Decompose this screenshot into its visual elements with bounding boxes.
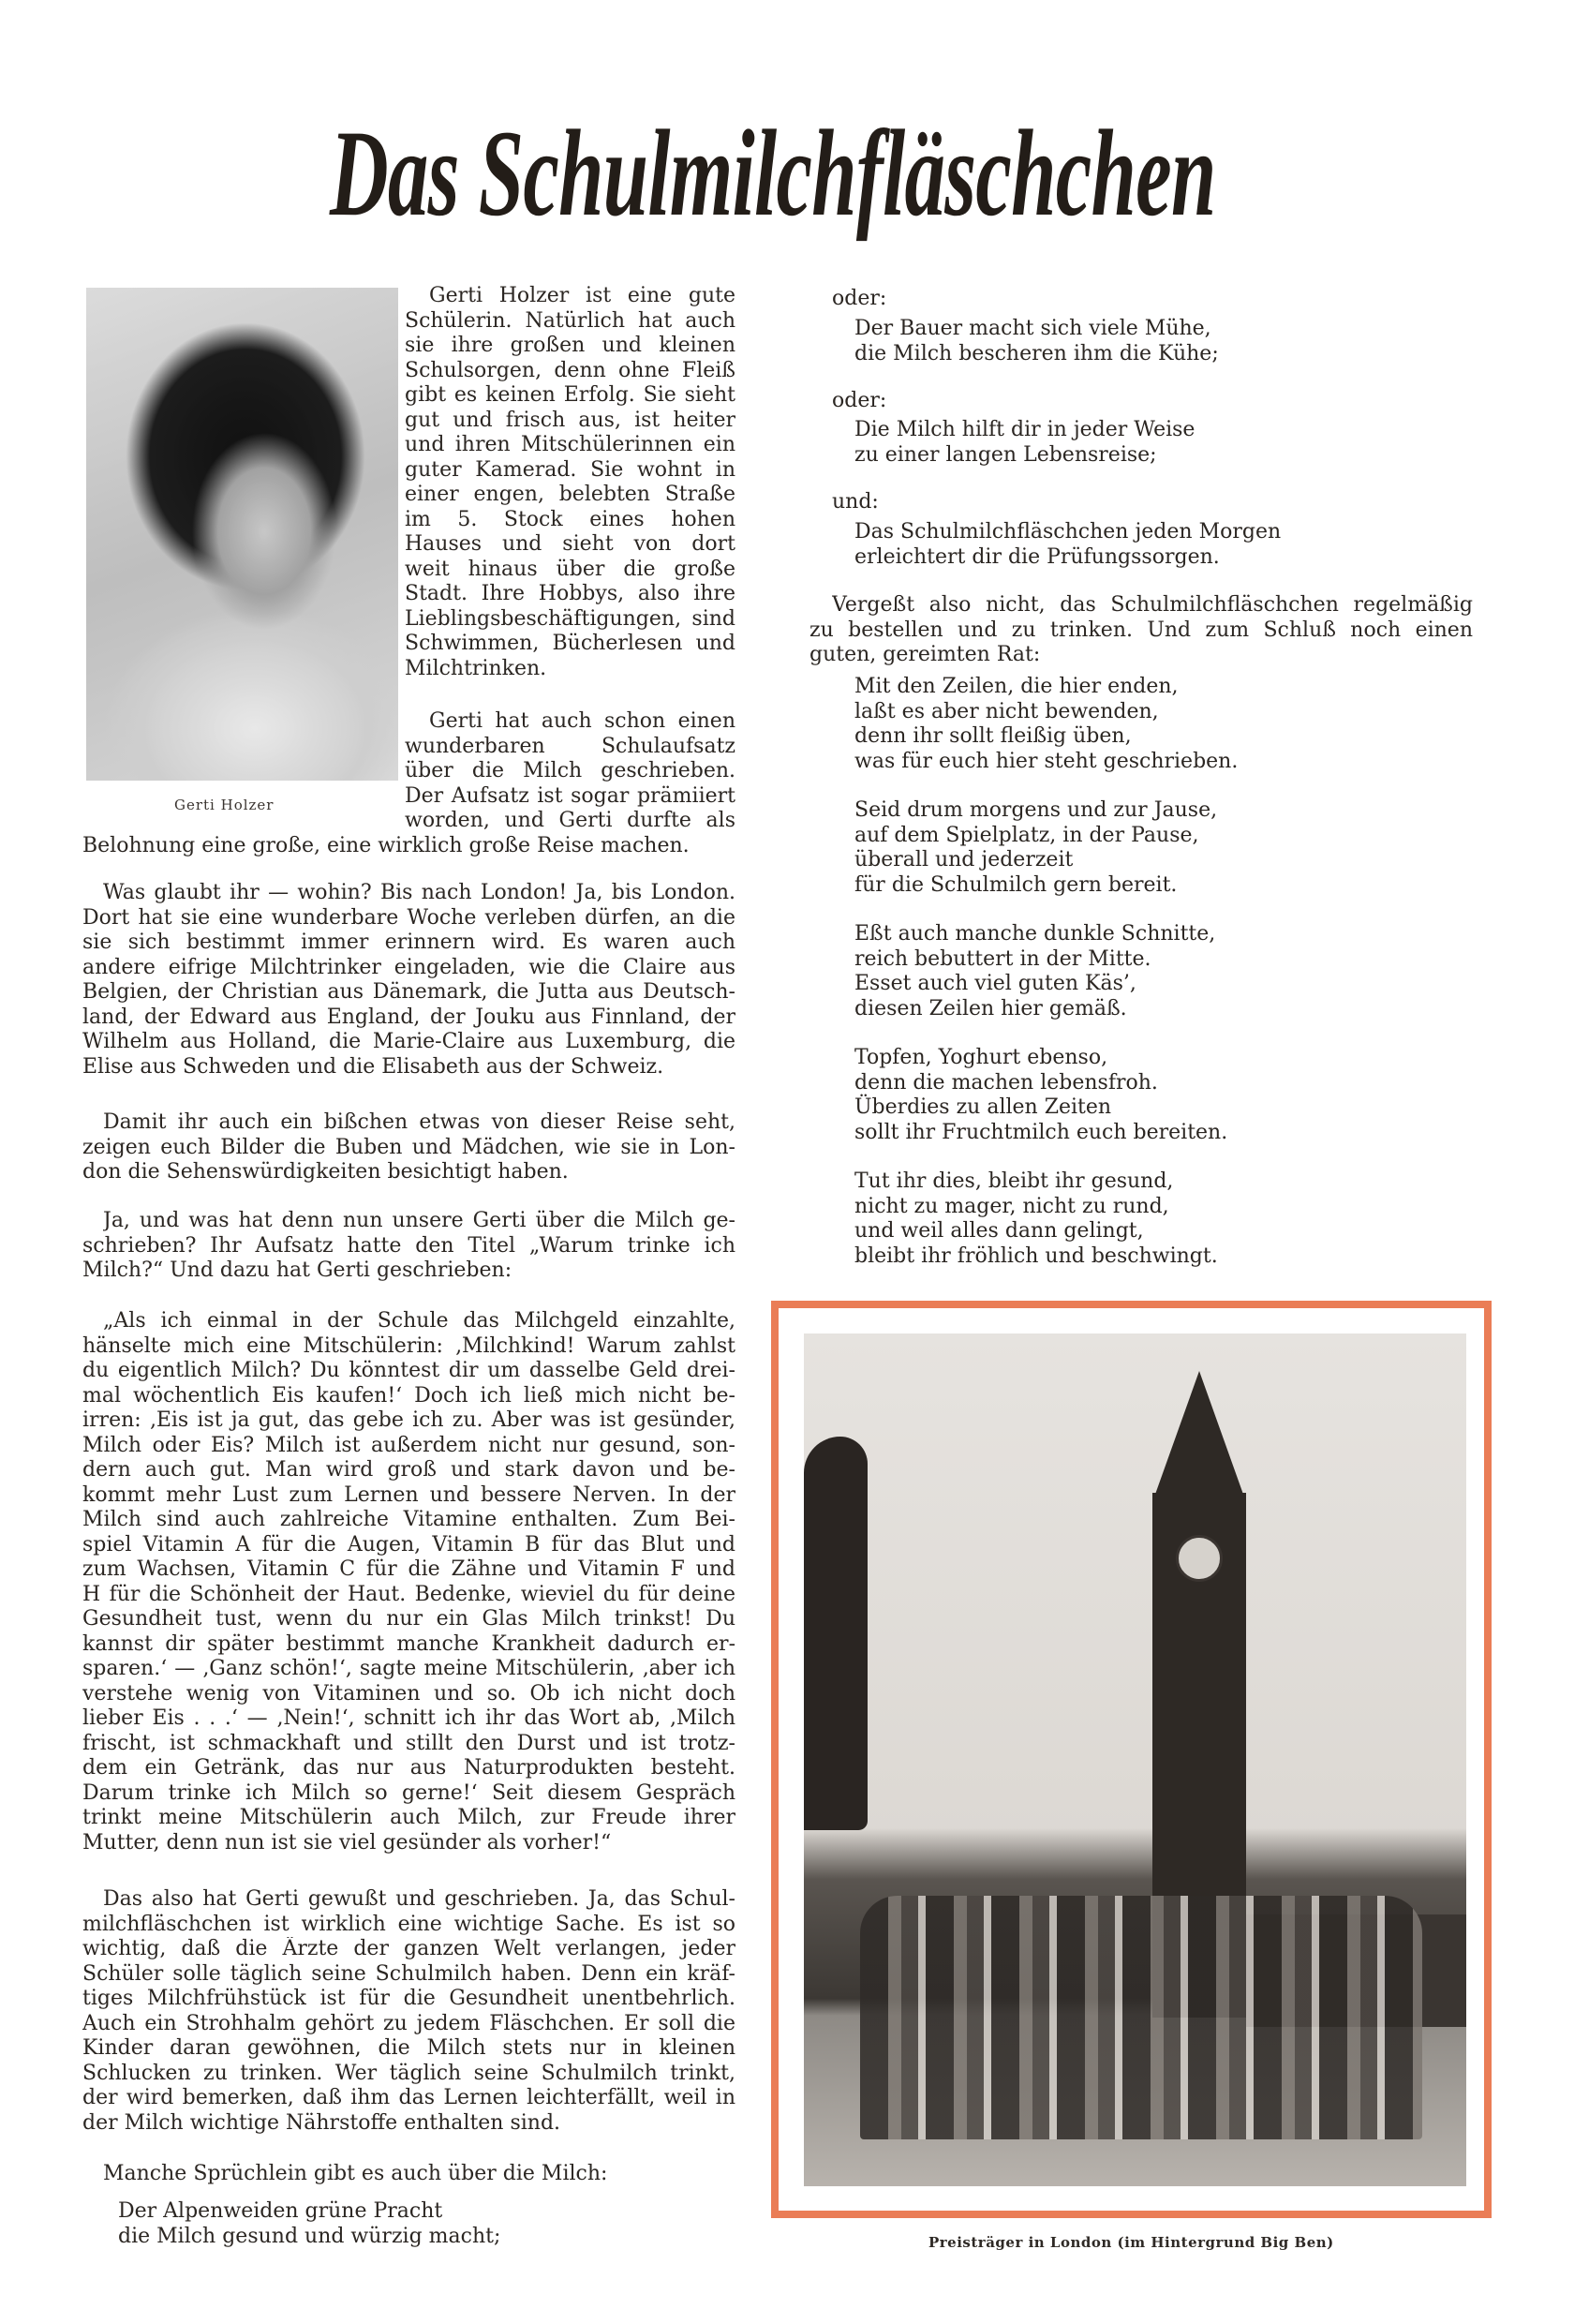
essay-line: frischt, ist schmackhaft und stillt den Durst und ist trotz- bbox=[82, 1731, 735, 1755]
wichtig-line: wichtig, daß die Ärzte der ganzen Welt verlangen, jeder bbox=[82, 1937, 735, 1960]
essay-line: sparen.‘ — ‚Ganz schön!‘, sagte meine Mitschülerin, ‚aber ich bbox=[82, 1657, 735, 1680]
intro-line: einer engen, belebten Straße bbox=[405, 483, 735, 506]
aufsatz-line: Gerti hat auch schon einen bbox=[429, 709, 735, 733]
aufsatz-line: wunderbaren Schulaufsatz bbox=[405, 734, 735, 758]
poem-line: für die Schulmilch gern bereit. bbox=[854, 872, 1178, 897]
poem-line: Mit den Zeilen, die hier enden, bbox=[854, 675, 1179, 698]
essay-line: zum Wachsen, Vitamin C für die Zähne und Vitamin F und bbox=[82, 1557, 735, 1581]
poem-line: Topfen, Yoghurt ebenso, bbox=[854, 1046, 1108, 1069]
wichtig-line: der Milch wichtige Nährstoffe enthalten sind. bbox=[82, 2110, 561, 2135]
london-line: Belgien, der Christian aus Dänemark, die Jutta aus Deutsch- bbox=[82, 980, 735, 1004]
essay-line: Mutter, denn nun ist sie viel gesünder als vorher!“ bbox=[82, 1830, 612, 1855]
intro-line: im 5. Stock eines hohen bbox=[405, 507, 735, 531]
intro-line: und ihren Mitschülerinnen ein bbox=[405, 433, 735, 456]
wichtig-line: Kinder daran gewöhnen, die Milch stets nur in kleinen bbox=[82, 2036, 735, 2060]
intro-line: gibt es keinen Erfolg. Sie sieht bbox=[405, 383, 735, 407]
poem-line: überall und jederzeit bbox=[854, 848, 1074, 872]
essay-line: hänselte mich eine Mitschülerin: ‚Milchkind! Warum zahlst bbox=[82, 1333, 735, 1358]
poem-line: reich bebuttert in der Mitte. bbox=[854, 946, 1151, 971]
intro-line: Gerti Holzer ist eine gute bbox=[429, 284, 735, 307]
essay-line: H für die Schönheit der Haut. Bedenke, wieviel du für deine bbox=[82, 1582, 735, 1606]
london-line: Elise aus Schweden und die Elisabeth aus der Schweiz. bbox=[82, 1054, 664, 1079]
verse-line: die Milch gesund und würzig macht; bbox=[118, 2224, 501, 2248]
aufsatz-line: Der Aufsatz ist sogar prämiiert bbox=[405, 783, 735, 808]
sprueche-intro: Manche Sprüchlein gibt es auch über die Milch: bbox=[103, 2162, 608, 2185]
london-line: Was glaubt ihr — wohin? Bis nach London! Ja, bis London. bbox=[103, 881, 735, 904]
wichtig-line: Schüler solle täglich seine Schulmilch haben. Denn ein kräf- bbox=[82, 1961, 735, 1986]
wichtig-line: Schlucken zu trinken. Wer täglich seine Schulmilch trinkt, bbox=[82, 2061, 735, 2085]
oder-label: oder: bbox=[832, 287, 887, 310]
essay-line: lieber Eis . . .‘ — ‚Nein!‘, schnitt ich ihr das Wort ab, ‚Milch bbox=[82, 1706, 735, 1730]
verse-line: die Milch bescheren ihm die Kühe; bbox=[854, 341, 1219, 365]
essay-line: kommt mehr Lust zum Lernen und bessere Nerven. In der bbox=[82, 1482, 735, 1507]
poem-line: denn die machen lebensfroh. bbox=[854, 1070, 1158, 1095]
wichtig-line: Auch ein Strohhalm gehört zu jedem Fläschchen. Er soll die bbox=[82, 2011, 735, 2035]
intro-line: Schulsorgen, denn ohne Fleiß bbox=[405, 358, 735, 382]
verse-line: erleichtert dir die Prüfungssorgen. bbox=[854, 544, 1220, 569]
aufsatz-line: Belohnung eine große, eine wirklich große Reise machen. bbox=[82, 833, 690, 857]
verse-line: Der Alpenweiden grüne Pracht bbox=[118, 2199, 443, 2223]
intro-line: weit hinaus über die große bbox=[405, 557, 735, 581]
poem-line: was für euch hier steht geschrieben. bbox=[854, 749, 1239, 773]
statue-silhouette bbox=[804, 1437, 868, 1830]
aufsatz-line: worden, und Gerti durfte als bbox=[405, 809, 735, 832]
portrait-caption: Gerti Holzer bbox=[174, 797, 275, 813]
verse-line: zu einer langen Lebensreise; bbox=[854, 442, 1157, 467]
poem-line: nicht zu mager, nicht zu rund, bbox=[854, 1194, 1169, 1218]
poem-line: diesen Zeilen hier gemäß. bbox=[854, 996, 1127, 1020]
essay-line: trinkt meine Mitschülerin auch Milch, zur Freude ihrer bbox=[82, 1806, 735, 1829]
essay-line: kannst dir später bestimmt manche Krankheit dadurch er- bbox=[82, 1631, 735, 1656]
essay-line: mal wöchentlich Eis kaufen!‘ Doch ich ließ mich nicht be- bbox=[82, 1383, 735, 1408]
intro-line: gut und frisch aus, ist heiter bbox=[405, 408, 735, 432]
intro-line: Lieblingsbeschäftigungen, sind bbox=[405, 606, 735, 631]
essay-line: Darum trinke ich Milch so gerne!‘ Seit diesem Gespräch bbox=[82, 1780, 735, 1805]
essay-line: du eigentlich Milch? Du könntest dir um dasselbe Geld drei- bbox=[82, 1359, 735, 1382]
london-photo-caption: Preisträger in London (im Hintergrund Big Ben) bbox=[928, 2234, 1334, 2251]
bilder-line: zeigen euch Bilder die Buben und Mädchen, wie sie in Lon- bbox=[82, 1135, 735, 1159]
schluss-line: Vergeßt also nicht, das Schulmilchfläschchen regelmäßig bbox=[832, 593, 1473, 617]
essay-line: verstehe wenig von Vitaminen und so. Ob ich nicht doch bbox=[82, 1681, 735, 1706]
poem-line: bleibt ihr fröhlich und beschwingt. bbox=[854, 1244, 1218, 1268]
schluss-line: zu bestellen und zu trinken. Und zum Schluß noch einen bbox=[809, 618, 1473, 642]
essay-line: Milch sind auch zahlreiche Vitamine enthalten. Zum Bei- bbox=[82, 1508, 735, 1531]
bilder-line: Damit ihr auch ein bißchen etwas von dieser Reise seht, bbox=[103, 1110, 735, 1134]
verse-line: Die Milch hilft dir in jeder Weise bbox=[854, 418, 1195, 441]
london-line: sie sich bestimmt immer erinnern wird. Es waren auch bbox=[82, 931, 735, 954]
bilder-line: don die Sehenswürdigkeiten besichtigt haben. bbox=[82, 1160, 569, 1184]
page-title: Das Schulmilchfläschchen bbox=[330, 104, 1216, 242]
essay-line: irren: ‚Eis ist ja gut, das gebe ich zu. Aber was ist gesünder, bbox=[82, 1408, 735, 1432]
essay-line: „Als ich einmal in der Schule das Milchgeld einzahlte, bbox=[103, 1309, 735, 1333]
poem-line: sollt ihr Fruchtmilch euch bereiten. bbox=[854, 1120, 1228, 1144]
wichtig-line: Das also hat Gerti gewußt und geschrieben. Ja, das Schul- bbox=[103, 1887, 735, 1911]
wichtig-line: milchfläschchen ist wirklich eine wichtige Sache. Es ist so bbox=[82, 1912, 735, 1936]
intro-line: Hauses und sieht von dort bbox=[405, 532, 735, 556]
frage-line: Milch?“ Und dazu hat Gerti geschrieben: bbox=[82, 1259, 512, 1282]
essay-line: dern auch gut. Man wird groß und stark davon und be- bbox=[82, 1458, 735, 1482]
intro-line: guter Kamerad. Sie wohnt in bbox=[405, 457, 735, 482]
verse-line: Das Schulmilchfläschchen jeden Morgen bbox=[854, 520, 1282, 544]
big-ben-clock-icon bbox=[1176, 1535, 1223, 1582]
portrait-photo-gerti-holzer bbox=[86, 288, 398, 781]
schluss-line: guten, gereimten Rat: bbox=[809, 643, 1041, 666]
poem-line: Esset auch viel guten Käs’, bbox=[854, 972, 1136, 995]
poem-line: Eßt auch manche dunkle Schnitte, bbox=[854, 922, 1216, 946]
poem-line: denn ihr sollt fleißig üben, bbox=[854, 724, 1132, 748]
intro-line: Stadt. Ihre Hobbys, also ihre bbox=[405, 582, 735, 605]
essay-line: spiel Vitamin A für die Augen, Vitamin B für das Blut und bbox=[82, 1532, 735, 1557]
prize-winners-group bbox=[860, 1896, 1422, 2139]
london-line: andere eifrige Milchtrinker eingeladen, wie die Claire aus bbox=[82, 955, 735, 979]
aufsatz-line: über die Milch geschrieben. bbox=[405, 759, 735, 782]
frage-line: Ja, und was hat denn nun unsere Gerti über die Milch ge- bbox=[103, 1209, 735, 1232]
london-photo bbox=[804, 1333, 1466, 2186]
intro-line: Schwimmen, Bücherlesen und bbox=[405, 632, 735, 655]
london-line: Dort hat sie eine wunderbare Woche verleben dürfen, an die bbox=[82, 905, 735, 930]
poem-line: Überdies zu allen Zeiten bbox=[854, 1095, 1112, 1119]
london-line: land, der Edward aus England, der Jouku aus Finnland, der bbox=[82, 1005, 735, 1029]
poem-line: laßt es aber nicht bewenden, bbox=[854, 699, 1159, 723]
intro-line: sie ihre großen und kleinen bbox=[405, 334, 735, 357]
wichtig-line: tiges Milchfrühstück ist für die Gesundheit unentbehrlich. bbox=[82, 1987, 735, 2010]
poem-line: und weil alles dann gelingt, bbox=[854, 1219, 1144, 1243]
intro-line: Milchtrinken. bbox=[405, 656, 547, 680]
poem-line: Tut ihr dies, bleibt ihr gesund, bbox=[854, 1169, 1174, 1193]
london-line: Wilhelm aus Holland, die Marie-Claire aus Luxemburg, die bbox=[82, 1030, 735, 1053]
oder-label: oder: bbox=[832, 389, 887, 412]
big-ben-spire bbox=[1152, 1371, 1246, 1502]
verse-line: Der Bauer macht sich viele Mühe, bbox=[854, 317, 1211, 340]
poem-line: auf dem Spielplatz, in der Pause, bbox=[854, 823, 1199, 847]
wichtig-line: der wird bemerken, daß ihm das Lernen leichterfällt, weil in bbox=[82, 2086, 735, 2109]
frage-line: schrieben? Ihr Aufsatz hatte den Titel „Warum trinke ich bbox=[82, 1233, 735, 1258]
poem-line: Seid drum morgens und zur Jause, bbox=[854, 798, 1218, 822]
und-label: und: bbox=[832, 490, 879, 514]
essay-line: Gesundheit tust, wenn du nur ein Glas Milch trinkst! Du bbox=[82, 1607, 735, 1631]
essay-line: dem ein Getränk, das nur aus Naturprodukten besteht. bbox=[82, 1756, 735, 1780]
essay-line: Milch oder Eis? Milch ist außerdem nicht nur gesund, son- bbox=[82, 1433, 735, 1457]
intro-line: Schülerin. Natürlich hat auch bbox=[405, 308, 735, 333]
